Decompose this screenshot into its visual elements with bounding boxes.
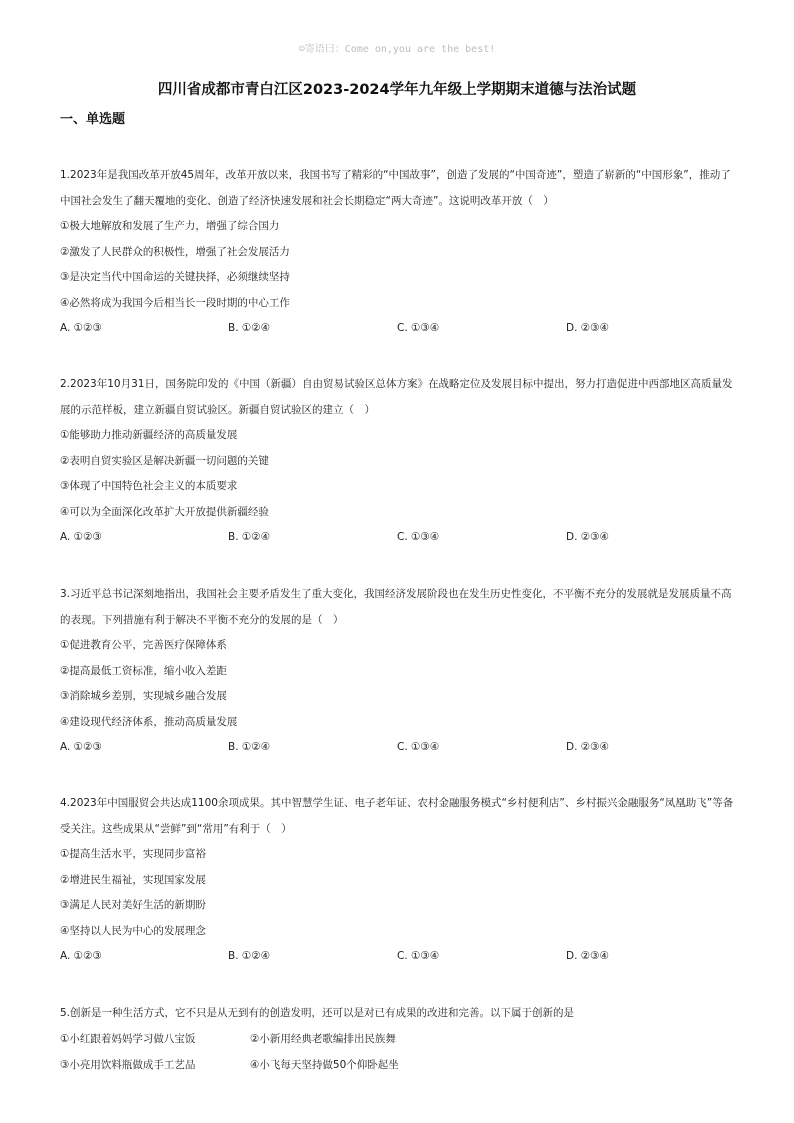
question-3 <box>60 581 736 760</box>
statement: ②小新用经典老歌编排出民族舞 <box>250 1033 396 1045</box>
option-a[interactable]: A. ①②③ <box>60 950 102 962</box>
statement: ④坚持以人民为中心的发展理念 <box>60 924 206 937</box>
statement: ③是决定当代中国命运的关键抉择，必须继续坚持 <box>60 271 290 283</box>
question-stem: 3.习近平总书记深刻地指出，我国社会主要矛盾发生了重大变化，我国经济发展阶段也在发生历史性变化，不平衡不充分的发展就是发展质量不高的表现。下列措施有利于解决不平衡不充分的发展的是（ ） <box>60 588 732 626</box>
question-stem: 5.创新是一种生活方式，它不只是从无到有的创造发明，还可以是对已有成果的改进和完善。以下属于创新的是 <box>60 1007 575 1019</box>
statement: ④可以为全面深化改革扩大开放提供新疆经验 <box>60 505 269 518</box>
question-stem: 2.2023年10月31日，国务院印发的《中国（新疆）自由贸易试验区总体方案》在战略定位及发展目标中提出，努力打造促进中西部地区高质量发展的示范样板，建立新疆自贸试验区。新疆自贸试验区的建立（ ） <box>60 378 733 416</box>
option-b[interactable]: B. ①②④ <box>228 322 271 334</box>
option-c[interactable]: C. ①③④ <box>397 950 440 962</box>
option-a[interactable]: A. ①②③ <box>60 741 102 753</box>
answer-options <box>60 944 736 969</box>
statement: ①能够助力推动新疆经济的高质量发展 <box>60 429 238 441</box>
answer-options <box>60 316 736 341</box>
statement: ③体现了中国特色社会主义的本质要求 <box>60 480 238 492</box>
question-2 <box>60 371 736 550</box>
option-b[interactable]: B. ①②④ <box>228 531 271 543</box>
question-stem: 4.2023年中国服贸会共达成1100余项成果。其中智慧学生证、电子老年证、农村金融服务模式“乡村便利店”、乡村振兴金融服务“凤凰助飞”等备受关注。这些成果从“尝鲜”到“常用”有利于（ ） <box>60 797 734 835</box>
statement: ④小飞每天坚持做50个仰卧起坐 <box>250 1059 399 1071</box>
option-d[interactable]: D. ②③④ <box>566 950 609 962</box>
option-a[interactable]: A. ①②③ <box>60 322 102 334</box>
statement: ③消除城乡差别，实现城乡融合发展 <box>60 690 227 702</box>
statement: ④必然将成为我国今后相当长一段时期的中心工作 <box>60 296 290 309</box>
option-a[interactable]: A. ①②③ <box>60 531 102 543</box>
statement: ②增进民生福祉，实现国家发展 <box>60 873 206 886</box>
option-c[interactable]: C. ①③④ <box>397 531 440 543</box>
statement: ②激发了人民群众的积极性，增强了社会发展活力 <box>60 245 290 258</box>
motto-watermark: ☺寄语曰：Come on,you are the best! <box>298 44 496 55</box>
answer-options <box>60 525 736 550</box>
statement: ②表明自贸实验区是解决新疆一切问题的关键 <box>60 454 269 467</box>
question-5 <box>60 1000 736 1078</box>
statement: ④建设现代经济体系，推动高质量发展 <box>60 715 238 728</box>
option-d[interactable]: D. ②③④ <box>566 531 609 543</box>
option-b[interactable]: B. ①②④ <box>228 741 271 753</box>
answer-options <box>60 735 736 760</box>
option-c[interactable]: C. ①③④ <box>397 322 440 334</box>
statement: ①极大地解放和发展了生产力，增强了综合国力 <box>60 220 280 232</box>
statement: ①提高生活水平，实现同步富裕 <box>60 848 206 860</box>
statement: ②提高最低工资标准，缩小收入差距 <box>60 664 227 677</box>
statement: ①促进教育公平，完善医疗保障体系 <box>60 639 227 651</box>
question-stem: 1.2023年是我国改革开放45周年，改革开放以来，我国书写了精彩的“中国故事”，创造了发展的“中国奇迹”，塑造了崭新的“中国形象”，推动了中国社会发生了翻天覆地的变化、创造了经济快速发展和社会长期稳定“两大奇迹”。这说明改革开放（ ） <box>60 169 731 207</box>
option-c[interactable]: C. ①③④ <box>397 741 440 753</box>
statement: ①小红跟着妈妈学习做八宝饭 <box>60 1033 196 1045</box>
option-b[interactable]: B. ①②④ <box>228 950 271 962</box>
option-d[interactable]: D. ②③④ <box>566 741 609 753</box>
statement: ③小亮用饮料瓶做成手工艺品 <box>60 1059 196 1071</box>
statement-row <box>60 1026 736 1052</box>
statement: ③满足人民对美好生活的新期盼 <box>60 899 206 911</box>
page-title: 四川省成都市青白江区2023-2024学年九年级上学期期末道德与法治试题 <box>157 82 637 98</box>
statement-row <box>60 1052 736 1078</box>
section-heading: 一、单选题 <box>60 112 126 127</box>
question-4 <box>60 790 736 969</box>
question-1 <box>60 162 736 341</box>
option-d[interactable]: D. ②③④ <box>566 322 609 334</box>
